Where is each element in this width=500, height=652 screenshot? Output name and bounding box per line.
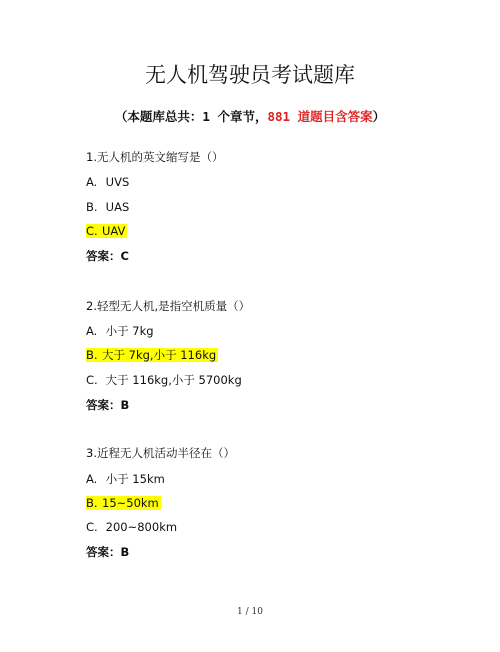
option-letter: C. [86, 520, 98, 534]
question-1-text: 1.无人机的英文缩写是（） [86, 150, 224, 164]
subtitle-suffix: ） [372, 109, 386, 124]
question-3-text: 3.近程无人机活动半径在（） [86, 446, 235, 460]
question-2-option-c [86, 371, 242, 389]
question-3-answer: 答案：B [86, 545, 130, 559]
option-letter: C. [86, 224, 98, 238]
option-text: UAV [102, 224, 126, 238]
question-2-option-b [86, 346, 218, 364]
option-letter: A. [86, 175, 98, 189]
option-text: UVS [105, 175, 130, 189]
correct-highlight [86, 348, 218, 362]
question-3-option-a [86, 470, 165, 488]
correct-highlight [86, 224, 127, 238]
page-title: 无人机驾驶员考试题库 [145, 63, 355, 87]
question-2-answer: 答案：B [86, 398, 130, 412]
option-text: 大于 116kg,小于 5700kg [105, 373, 242, 387]
option-text: UAS [105, 200, 130, 214]
option-letter: B. [86, 200, 98, 214]
question-1-option-b [86, 198, 129, 216]
option-letter: C. [86, 373, 98, 387]
subtitle-prefix: （本题库总共：1 个章节， [114, 109, 268, 124]
correct-highlight [86, 496, 161, 510]
question-3-option-b [86, 494, 161, 512]
option-text: 大于 7kg,小于 116kg [102, 348, 217, 362]
option-text: 小于 15km [105, 472, 165, 486]
option-text: 200~800km [105, 520, 178, 534]
question-3-option-c [86, 518, 177, 536]
question-2-option-a [86, 322, 154, 340]
subtitle-question-count: 881 道题目含答案 [267, 109, 373, 124]
option-letter: A. [86, 324, 98, 338]
option-text: 15~50km [102, 496, 159, 510]
page-number: 1 / 10 [237, 607, 263, 617]
option-text: 小于 7kg [105, 324, 154, 338]
page-subtitle [0, 107, 500, 127]
question-1-answer: 答案：C [86, 249, 129, 263]
option-letter: A. [86, 472, 98, 486]
question-2-text: 2.轻型无人机,是指空机质量（） [86, 299, 251, 313]
question-1-option-a [86, 173, 129, 191]
option-letter: B. [86, 496, 98, 510]
question-1-option-c [86, 222, 127, 240]
option-letter: B. [86, 348, 98, 362]
